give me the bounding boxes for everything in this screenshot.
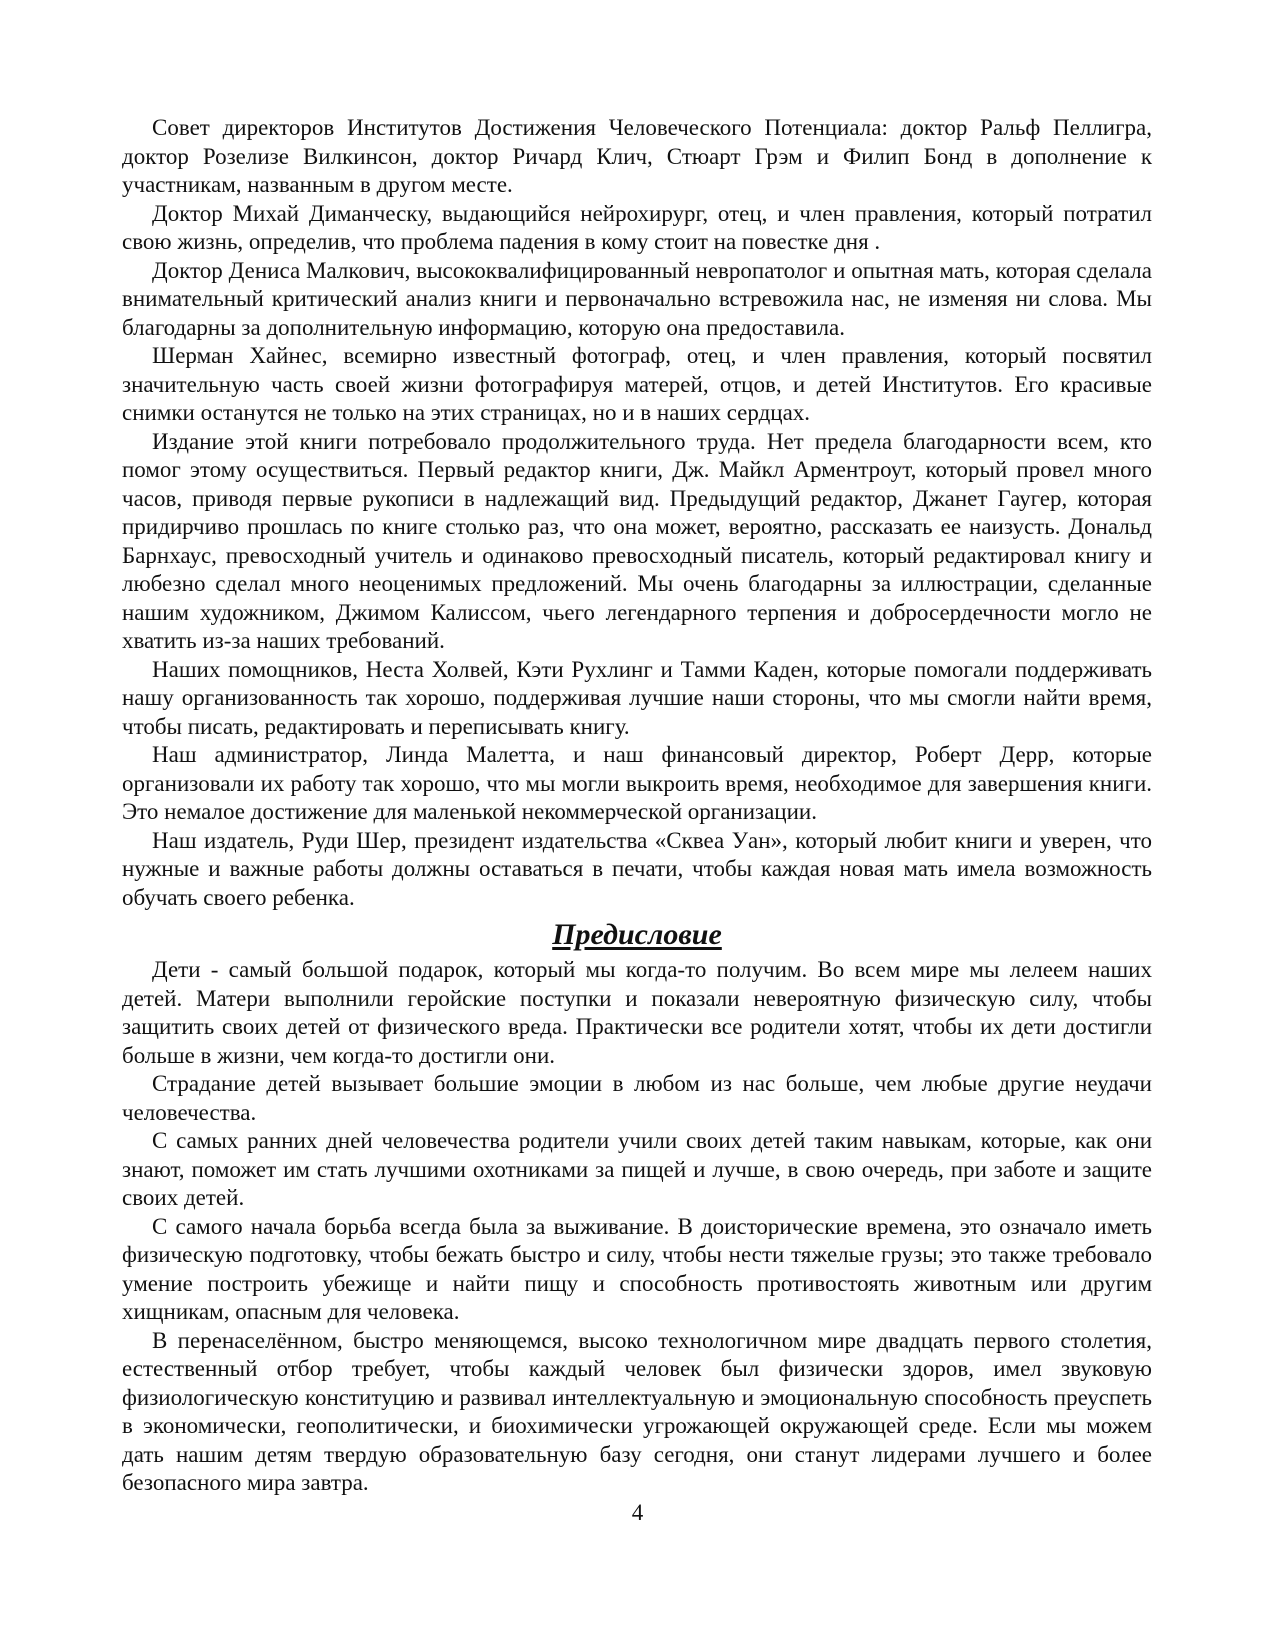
ack-paragraph: Наших помощников, Неста Холвей, Кэти Рухлинг и Тамми Каден, которые помогали поддерживать нашу организованность так хорошо, поддерживая лучшие наши стороны, что мы смогли найти время, чтобы писать, редактировать и переписывать книгу. <box>122 656 1152 739</box>
preface-paragraph: С самого начала борьба всегда была за выживание. В доисторические времена, это означало иметь физическую подготовку, чтобы бежать быстро и силу, чтобы нести тяжелые грузы; это также требовало умение построить убежище и найти пищу и способность противостоять животным или другим хищникам, опасным для человека. <box>122 1213 1152 1324</box>
ack-paragraph: Шерман Хайнес, всемирно известный фотограф, отец, и член правления, который посвятил значительную часть своей жизни фотографируя матерей, отцов, и детей Институтов. Его красивые снимки останутся не только на этих страницах, но и в наших сердцах. <box>122 343 1152 425</box>
preface-paragraph: С самых ранних дней человечества родители учили своих детей таким навыкам, которые, как они знают, поможет им стать лучшими охотниками за пищей и лучше, в свою очередь, при заботе и защите своих детей. <box>122 1128 1152 1210</box>
ack-paragraph: Наш издатель, Руди Шер, президент издательства «Сквеа Уан», который любит книги и уверен, что нужные и важные работы должны оставаться в печати, чтобы каждая новая мать имела возможность обучать своего ребенка. <box>122 827 1152 910</box>
ack-paragraph: Наш администратор, Линда Малетта, и наш финансовый директор, Роберт Дерр, которые организовали их работу так хорошо, что мы могли выкроить время, необходимое для завершения книги. Это немалое достижение для маленькой некоммерческой организации. <box>122 742 1152 824</box>
ack-paragraph: Доктор Михай Диманческу, выдающийся нейрохирург, отец, и член правления, который потратил свою жизнь, определив, что проблема падения в кому стоит на повестке дня . <box>122 200 1152 254</box>
preface-paragraph: В перенаселённом, быстро меняющемся, высоко технологичном мире двадцать первого столетия, естественный отбор требует, чтобы каждый человек был физически здоров, имел звуковую физиологическую конституцию и развивал интеллектуальную и эмоциональную способность преуспеть в экономически, геополитически, и биохимически угрожающей окружающей среде. Если мы можем дать нашим детям твердую образовательную базу сегодня, они станут лидерами лучшего и более безопасного мира завтра. <box>122 1327 1152 1495</box>
ack-paragraph: Доктор Дениса Малкович, высококвалифицированный невропатолог и опытная мать, которая сделала внимательный критический анализ книги и первоначально встревожила нас, не изменяя ни слова. Мы благодарны за дополнительную информацию, которую она предоставила. <box>122 257 1152 340</box>
section-title: Предисловие <box>552 918 722 951</box>
page-number: 4 <box>631 1500 644 1525</box>
preface-paragraph: Дети - самый большой подарок, который мы когда-то получим. Во всем мире мы лелеем наших детей. Матери выполнили геройские поступки и показали невероятную физическую силу, чтобы защитить своих детей от физического вреда. Практически все родители хотят, чтобы их дети достигли больше в жизни, чем когда-то достигли они. <box>122 957 1152 1068</box>
ack-paragraph: Совет директоров Институтов Достижения Человеческого Потенциала: доктор Ральф Пеллигра, доктор Розелизе Вилкинсон, доктор Ричард Клич, Стюарт Грэм и Филип Бонд в дополнение к участникам, названным в другом месте. <box>122 115 1152 197</box>
preface-paragraph: Страдание детей вызывает большие эмоции в любом из нас больше, чем любые другие неудачи человечества. <box>122 1071 1152 1125</box>
page-content <box>122 114 1152 1498</box>
ack-paragraph: Издание этой книги потребовало продолжительного труда. Нет предела благодарности всем, кто помог этому осуществиться. Первый редактор книги, Дж. Майкл Арментроут, который провел много часов, приводя первые рукописи в надлежащий вид. Предыдущий редактор, Джанет Гаугер, которая придирчиво прошлась по книге столько раз, что она может, вероятно, рассказать ее наизусть. Дональд Барнхаус, превосходный учитель и одинаково превосходный писатель, который редактировал книгу и любезно сделал много неоценимых предложений. Мы очень благодарны за иллюстрации, сделанные нашим художником, Джимом Калиссом, чьего легендарного терпения и добросердечности могло не хватить из-за наших требований. <box>122 428 1152 653</box>
